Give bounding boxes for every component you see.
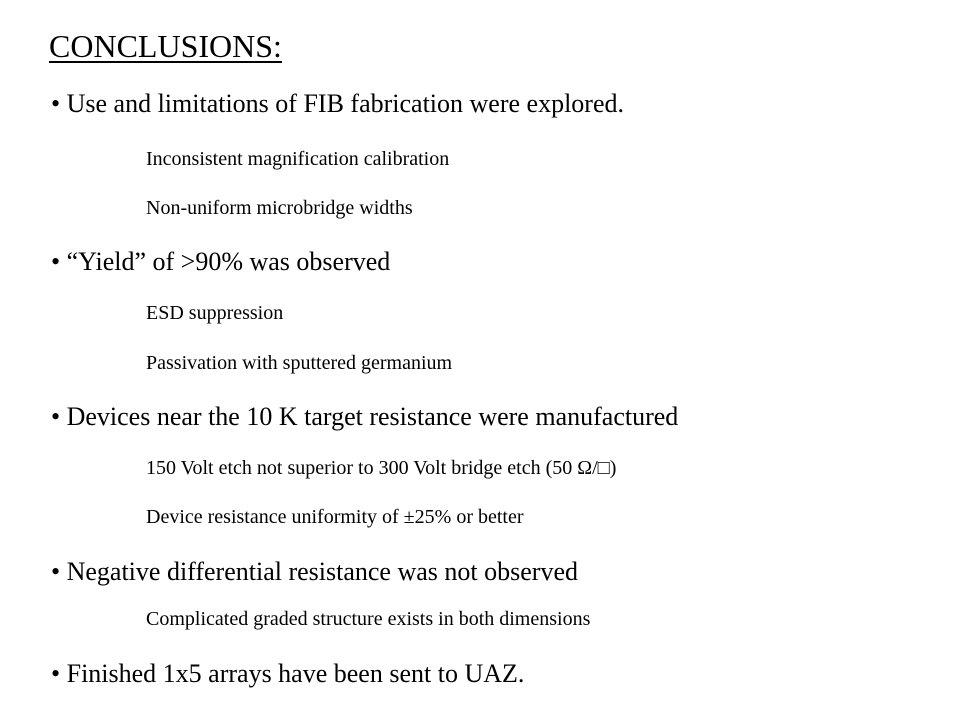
slide-title: CONCLUSIONS:: [49, 28, 282, 64]
subitem-magnification-calibration: Inconsistent magnification calibration: [146, 148, 450, 170]
subitem-esd-suppression: ESD suppression: [146, 302, 284, 324]
subitem-microbridge-widths: Non-uniform microbridge widths: [146, 197, 413, 219]
bullet-target-resistance: • Devices near the 10 K target resistance were manufactured: [51, 402, 679, 431]
bullet-negative-differential-resistance: • Negative differential resistance was not observed: [51, 557, 578, 586]
bullet-fib-fabrication: • Use and limitations of FIB fabrication were explored.: [51, 89, 625, 118]
subitem-resistance-uniformity: Device resistance uniformity of ±25% or better: [146, 506, 524, 528]
bullet-yield: • “Yield” of >90% was observed: [51, 247, 391, 276]
subitem-graded-structure: Complicated graded structure exists in both dimensions: [146, 608, 591, 630]
bullet-arrays-sent: • Finished 1x5 arrays have been sent to UAZ.: [51, 659, 525, 688]
subitem-passivation: Passivation with sputtered germanium: [146, 352, 453, 374]
subitem-volt-etch: 150 Volt etch not superior to 300 Volt bridge etch (50 Ω/□): [146, 457, 617, 479]
